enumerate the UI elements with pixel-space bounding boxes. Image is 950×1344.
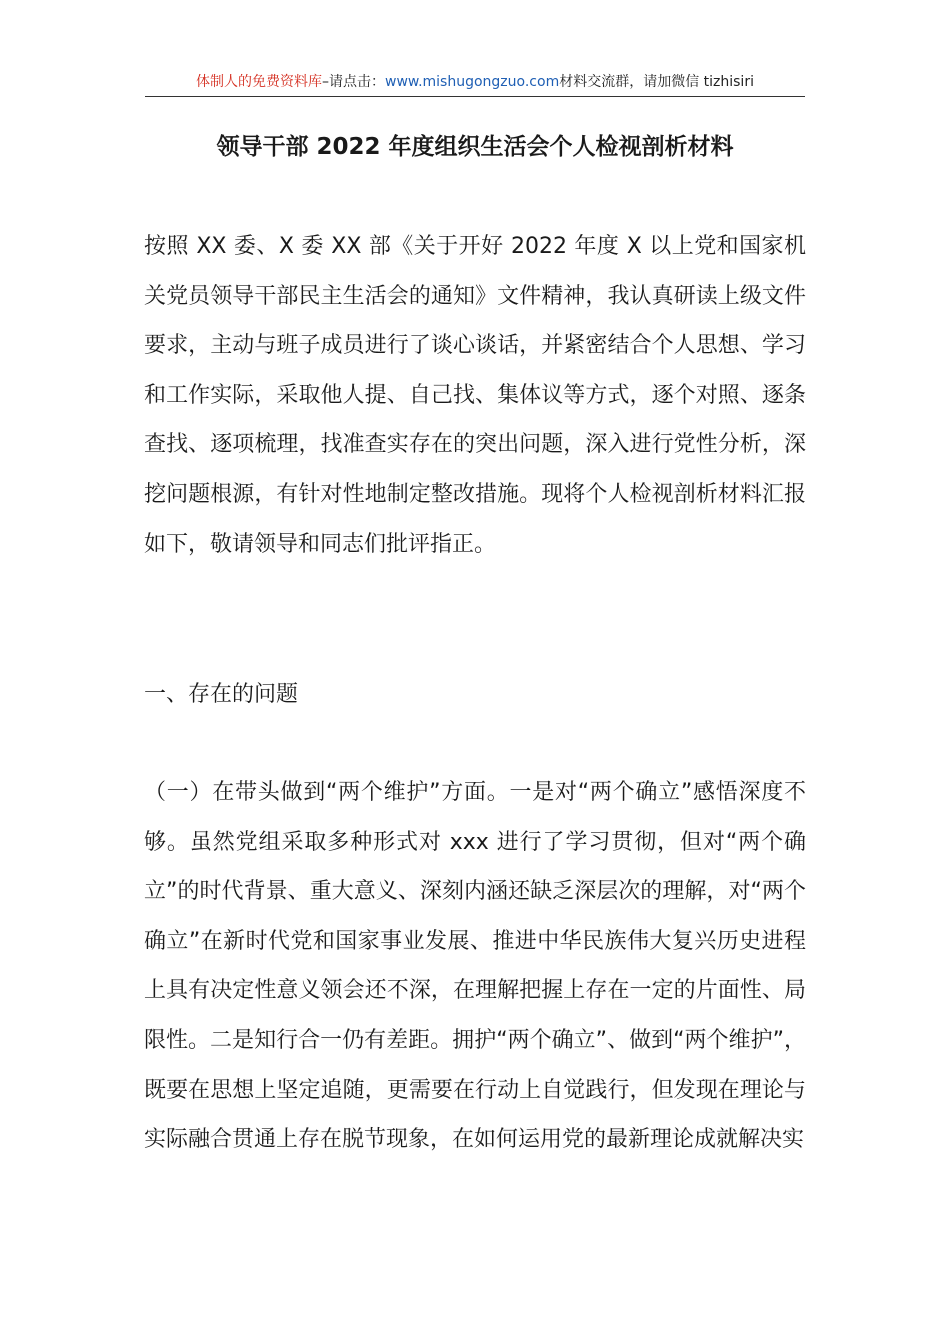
intro-paragraph: 按照 XX 委、X 委 XX 部《关于开好 2022 年度 X 以上党和国家机关党员领导干部民主生活会的通知》文件精神，我认真研读上级文件要求，主动与班子成员进行了谈心谈话，并紧密结合个人思想、学习和工作实际，采取他人提、自己找、集体议等方式，逐个对照、逐条查找、逐项梳理，找准查实存在的突出问题，深入进行党性分析，深挖问题根源，有针对性地制定整改措施。现将个人检视剖析材料汇报如下，敬请领导和同志们批评指正。: [144, 234, 806, 557]
section-heading-problems: 一、存在的问题: [144, 682, 299, 707]
header-url-link[interactable]: www.mishugongzuo.com: [385, 74, 560, 90]
watermark-header: [145, 68, 805, 97]
problem-paragraph: （一）在带头做到“两个维护”方面。一是对“两个确立”感悟深度不够。虽然党组采取多种形式对 xxx 进行了学习贯彻，但对“两个确立”的时代背景、重大意义、深刻内涵还缺乏深层次的理解，对“两个确立”在新时代党和国家事业发展、推进中华民族伟大复兴历史进程上具有决定性意义领会还不深，在理解把握上存在一定的片面性、局限性。二是知行合一仍有差距。拥护“两个确立”、做到“两个维护”，既要在思想上坚定追随，更需要在行动上自觉践行，但发现在理论与实际融合贯通上存在脱节现象，在如何运用党的最新理论成就解决实: [144, 780, 806, 1153]
document-title: 领导干部 2022 年度组织生活会个人检视剖析材料: [216, 134, 734, 160]
header-suffix: 材料交流群，请加微信 tizhisiri: [559, 74, 754, 90]
header-brand: 体制人的免费资料库: [196, 74, 323, 90]
header-prompt: –请点击：: [322, 74, 386, 90]
